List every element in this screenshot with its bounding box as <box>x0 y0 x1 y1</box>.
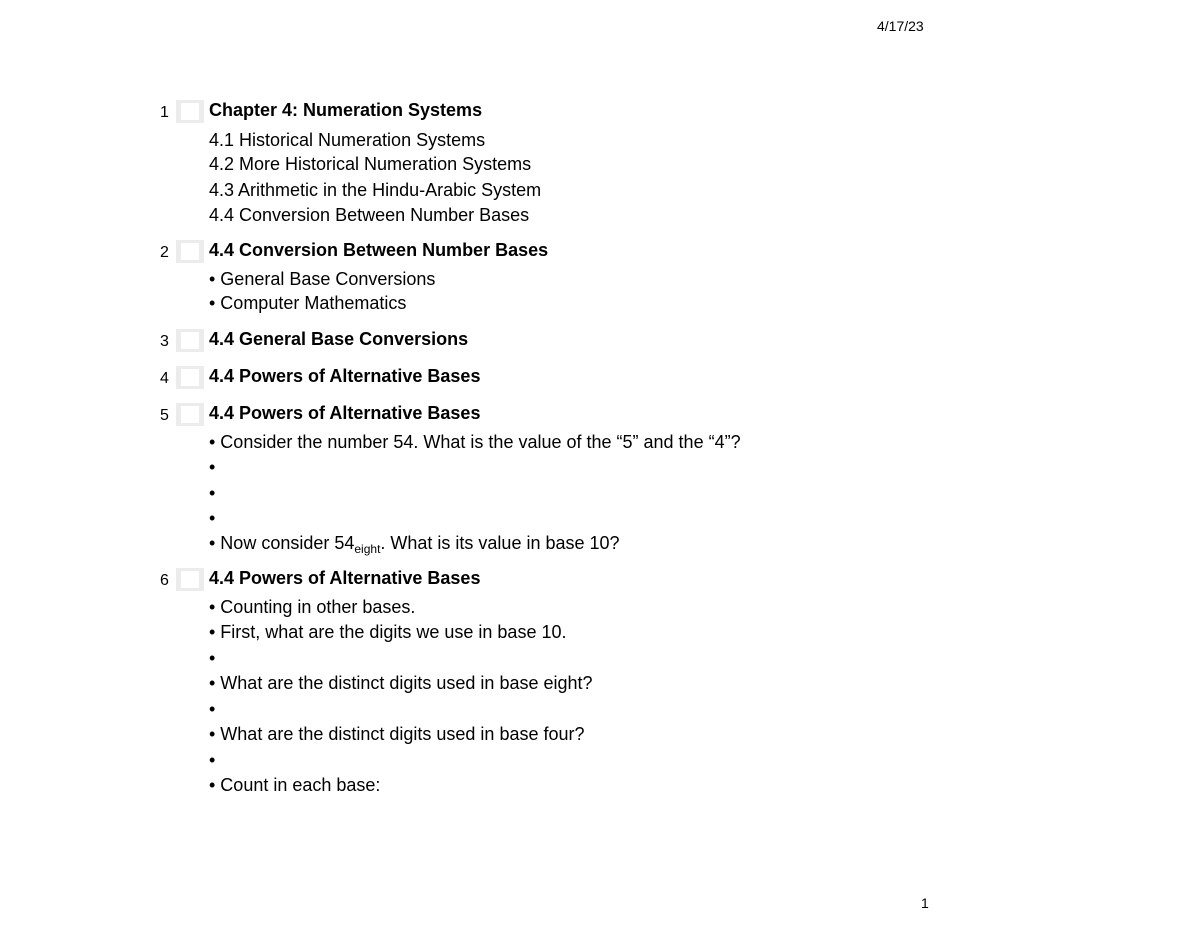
slide-bullet: • <box>209 648 216 668</box>
slide-text-line: 4.4 Conversion Between Number Bases <box>209 205 530 225</box>
slide-title: 4.4 Powers of Alternative Bases <box>209 403 481 423</box>
slide-thumbnail[interactable] <box>176 329 204 352</box>
slide-title: 4.4 Powers of Alternative Bases <box>209 366 481 386</box>
slide-number: 1 <box>160 104 169 121</box>
slide-title: 4.4 Conversion Between Number Bases <box>209 240 549 260</box>
print-date: 4/17/23 <box>877 18 924 34</box>
slide-thumbnail[interactable] <box>176 568 204 591</box>
slide-bullet: • General Base Conversions <box>209 269 436 289</box>
slide-bullet: • <box>209 699 216 719</box>
page-number: 1 <box>921 895 929 911</box>
bullet-suffix: . What is its value in base 10? <box>380 533 620 553</box>
slide-number: 6 <box>160 572 169 589</box>
slide-thumbnail[interactable] <box>176 240 204 263</box>
slide-bullet: • <box>209 750 216 770</box>
slide-bullet: • Computer Mathematics <box>209 293 407 313</box>
slide-bullet: • <box>209 457 216 477</box>
slide-number: 3 <box>160 333 169 350</box>
slide-text-line: 4.2 More Historical Numeration Systems <box>209 154 532 174</box>
slide-bullet: • What are the distinct digits used in base eight? <box>209 673 593 693</box>
bullet-prefix: • Now consider 54 <box>209 533 355 553</box>
slide-bullet <box>209 533 620 554</box>
slide-bullet: • First, what are the digits we use in base 10. <box>209 622 567 642</box>
slide-number: 5 <box>160 407 169 424</box>
slide-number: 2 <box>160 244 169 261</box>
slide-title: 4.4 Powers of Alternative Bases <box>209 568 481 588</box>
slide-bullet: • Consider the number 54. What is the value of the “5” and the “4”? <box>209 432 741 452</box>
slide-bullet: • <box>209 508 216 528</box>
slide-bullet: • Counting in other bases. <box>209 597 416 617</box>
slide-text-line: 4.1 Historical Numeration Systems <box>209 130 486 150</box>
slide-number: 4 <box>160 370 169 387</box>
base-subscript: eight <box>354 542 381 556</box>
slide-bullet: • Count in each base: <box>209 775 381 795</box>
slide-bullet: • What are the distinct digits used in base four? <box>209 724 585 744</box>
slide-title: 4.4 General Base Conversions <box>209 329 469 349</box>
slide-text-line: 4.3 Arithmetic in the Hindu-Arabic System <box>209 180 542 200</box>
slide-thumbnail[interactable] <box>176 366 204 389</box>
slide-title: Chapter 4: Numeration Systems <box>209 100 483 120</box>
slide-thumbnail[interactable] <box>176 403 204 426</box>
slide-bullet: • <box>209 483 216 503</box>
slide-thumbnail[interactable] <box>176 100 204 123</box>
